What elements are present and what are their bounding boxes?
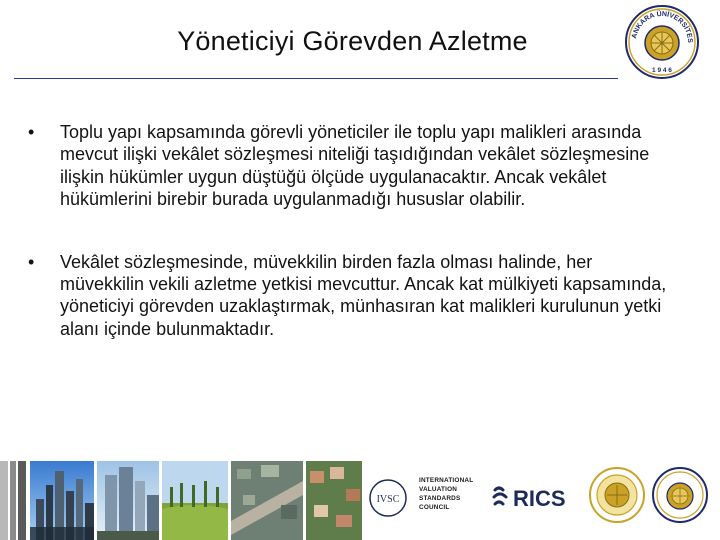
rics-label: RICS xyxy=(513,486,566,511)
ivsc-line: INTERNATIONAL xyxy=(419,477,474,484)
ivsc-line: COUNCIL xyxy=(419,504,450,511)
ivsc-abbrev: IVSC xyxy=(376,494,400,505)
svg-text:1 9 4 6: 1 9 4 6 xyxy=(652,67,672,74)
ivsc-name xyxy=(419,476,489,512)
ivsc-line: STANDARDS xyxy=(419,495,461,502)
slide-content xyxy=(28,121,668,340)
footer-stripe xyxy=(10,461,16,540)
slide-title: Yöneticiyi Görevden Azletme xyxy=(177,26,528,56)
suburb-photo xyxy=(306,461,362,540)
university-seal-logo xyxy=(624,4,700,80)
rics-logo xyxy=(489,478,579,516)
bullet-item xyxy=(28,251,668,341)
bullet-item xyxy=(28,121,668,211)
footer-stripe xyxy=(18,461,26,540)
ivsc-logo xyxy=(368,478,414,518)
landscape-field-photo xyxy=(162,461,228,540)
university-seal-small-logo xyxy=(651,466,709,524)
city-skyline-photo xyxy=(30,461,94,540)
faculty-seal-logo xyxy=(588,466,646,524)
svg-text:ANKARA ÜNİVERSİTESİ: ANKARA ÜNİVERSİTES xyxy=(631,10,694,44)
title-underline xyxy=(14,78,618,79)
aerial-city-photo xyxy=(231,461,303,540)
bullet-text: Vekâlet sözleşmesinde, müvekkilin birden fazla olması halinde, her müvekkilin vekili azletme yetkisi mevcuttur. Ancak kat mülkiyeti kapsamında, yöneticiyi görevden uzaklaştırmak, münhasıran kat malikleri kurulunun yetki alanı içinde bulunmaktadır. xyxy=(60,251,667,339)
footer-stripe xyxy=(0,461,8,540)
bullet-text: Toplu yapı kapsamında görevli yöneticiler ile toplu yapı malikleri arasında mevcut ilişki vekâlet sözleşmesi niteliği taşıdığından vekâlet sözleşmesine ilişkin hükümler uygun düştüğü ölçüde uygulanacaktır. Ancak vekâlet hükümlerini birebir burada uygulanmadığı hususlar olabilir. xyxy=(60,122,650,210)
bullet-marker: • xyxy=(28,251,35,272)
bullet-marker: • xyxy=(28,122,35,142)
modern-towers-photo xyxy=(97,461,159,540)
ivsc-line: VALUATION xyxy=(419,486,458,493)
